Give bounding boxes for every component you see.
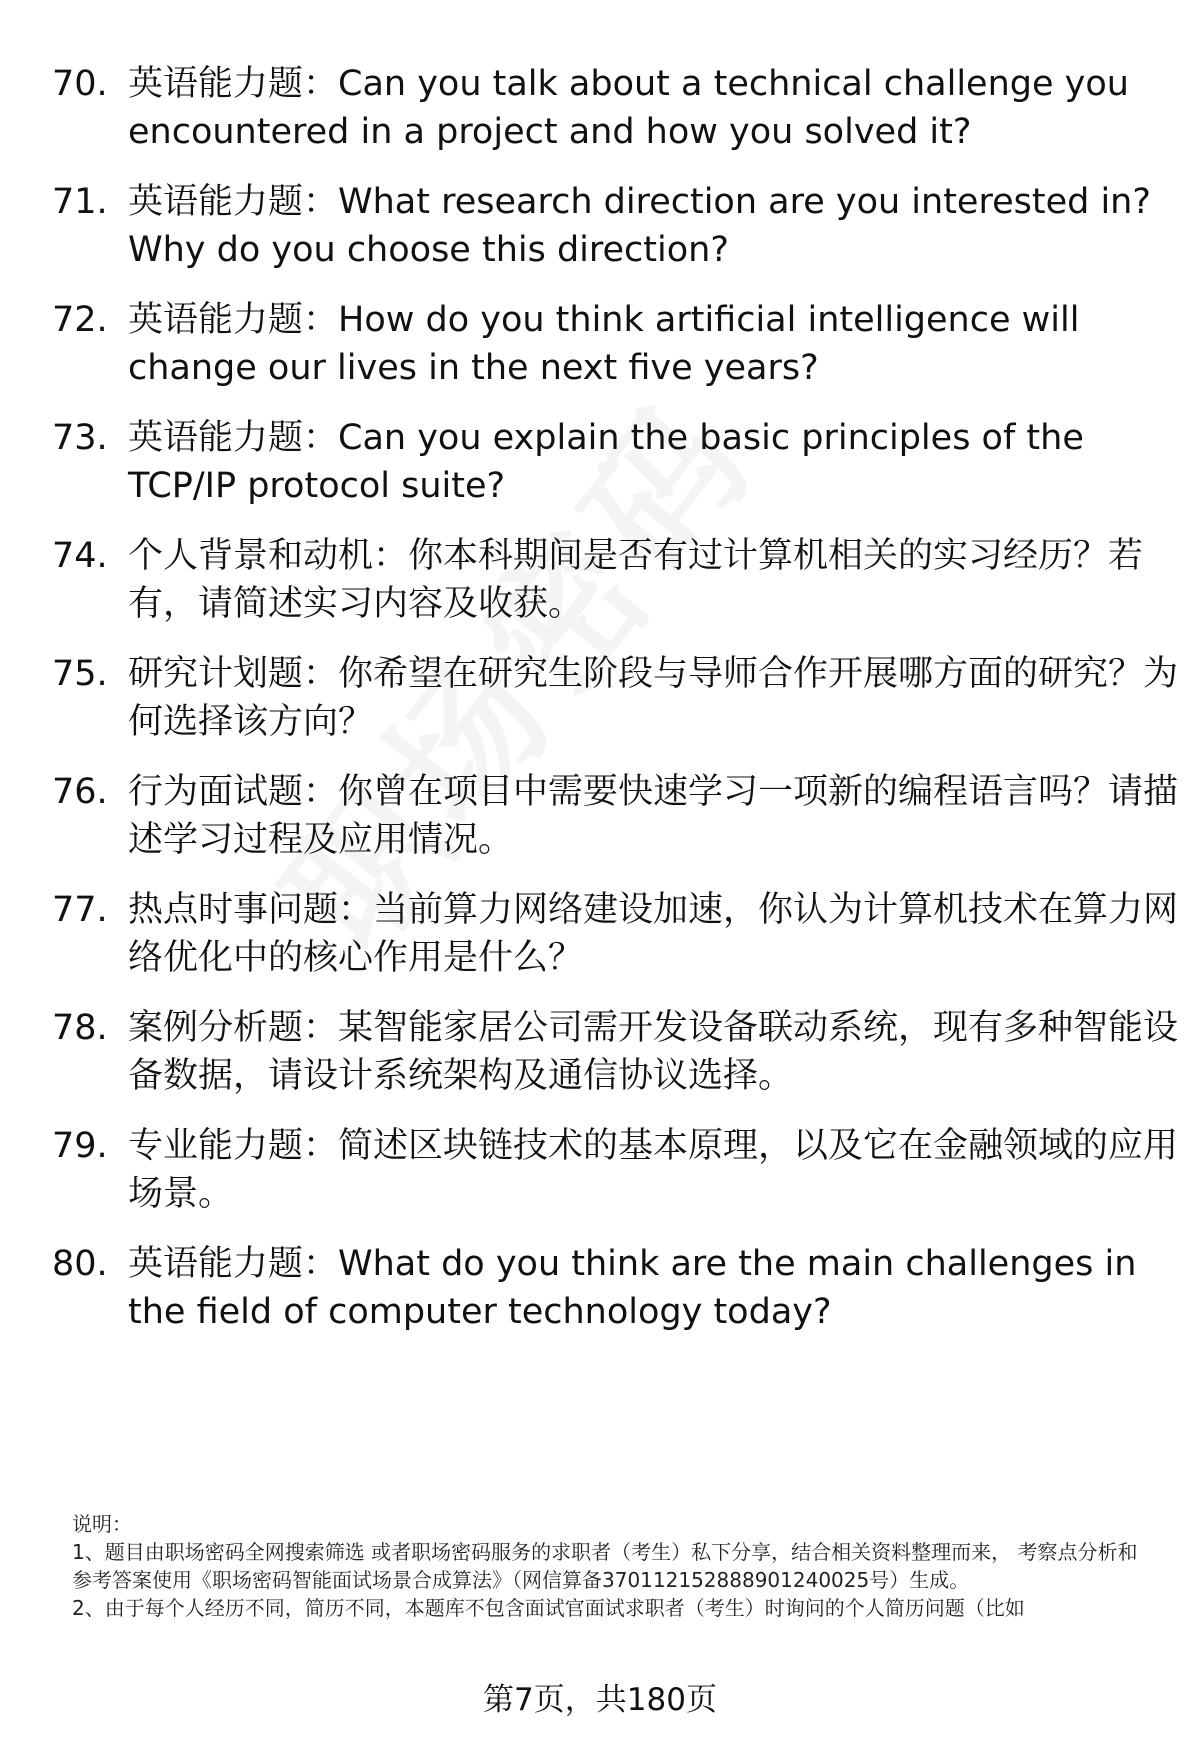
question-text: 英语能力题：Can you talk about a technical challenge you encountered in a project and how you solved it? [128, 64, 1129, 152]
question-number: 74. [52, 536, 108, 576]
question-number: 78. [52, 1008, 108, 1048]
question-number: 72. [52, 300, 108, 340]
question-text: 热点时事问题：当前算力网络建设加速，你认为计算机技术在算力网络优化中的核心作用是什么？ [128, 890, 1179, 978]
question-number: 70. [52, 64, 108, 104]
question-text: 行为面试题：你曾在项目中需要快速学习一项新的编程语言吗？请描述学习过程及应用情况。 [128, 772, 1179, 860]
question-text: 英语能力题：What do you think are the main challenges in the field of computer technology today? [128, 1244, 1137, 1332]
question-number: 76. [52, 772, 108, 812]
question-text: 英语能力题：How do you think artificial intelligence will change our lives in the next five years? [128, 300, 1080, 388]
question-number: 77. [52, 890, 108, 930]
question-text: 英语能力题：What research direction are you interested in? Why do you choose this direction? [128, 182, 1151, 270]
question-number: 75. [52, 654, 108, 694]
page-footer: 第7页，共180页 [483, 1682, 717, 1718]
question-text: 研究计划题：你希望在研究生阶段与导师合作开展哪方面的研究？为何选择该方向？ [128, 654, 1179, 742]
question-text: 专业能力题：简述区块链技术的基本原理，以及它在金融领域的应用场景。 [128, 1126, 1179, 1214]
question-number: 80. [52, 1244, 108, 1284]
question-number: 73. [52, 418, 108, 458]
notes-section [72, 1510, 1157, 1622]
notes-item: 1、题目由职场密码全网搜索筛选 或者职场密码服务的求职者（考生）私下分享，结合相关资料整理而来， 考察点分析和参考答案使用《职场密码智能面试场景合成算法》（网信算备370112152888901240025号）生成。 [72, 1540, 1138, 1592]
notes-heading: 说明： [72, 1512, 132, 1536]
question-text: 英语能力题：Can you explain the basic principles of the TCP/IP protocol suite? [128, 418, 1084, 506]
question-number: 71. [52, 182, 108, 222]
question-number: 79. [52, 1126, 108, 1166]
question-text: 个人背景和动机：你本科期间是否有过计算机相关的实习经历？若有，请简述实习内容及收获。 [128, 536, 1144, 624]
question-text: 案例分析题：某智能家居公司需开发设备联动系统，现有多种智能设备数据，请设计系统架构及通信协议选择。 [128, 1008, 1179, 1096]
notes-item: 2、由于每个人经历不同，简历不同，本题库不包含面试官面试求职者（考生）时询问的个人简历问题（比如 [72, 1596, 1025, 1620]
